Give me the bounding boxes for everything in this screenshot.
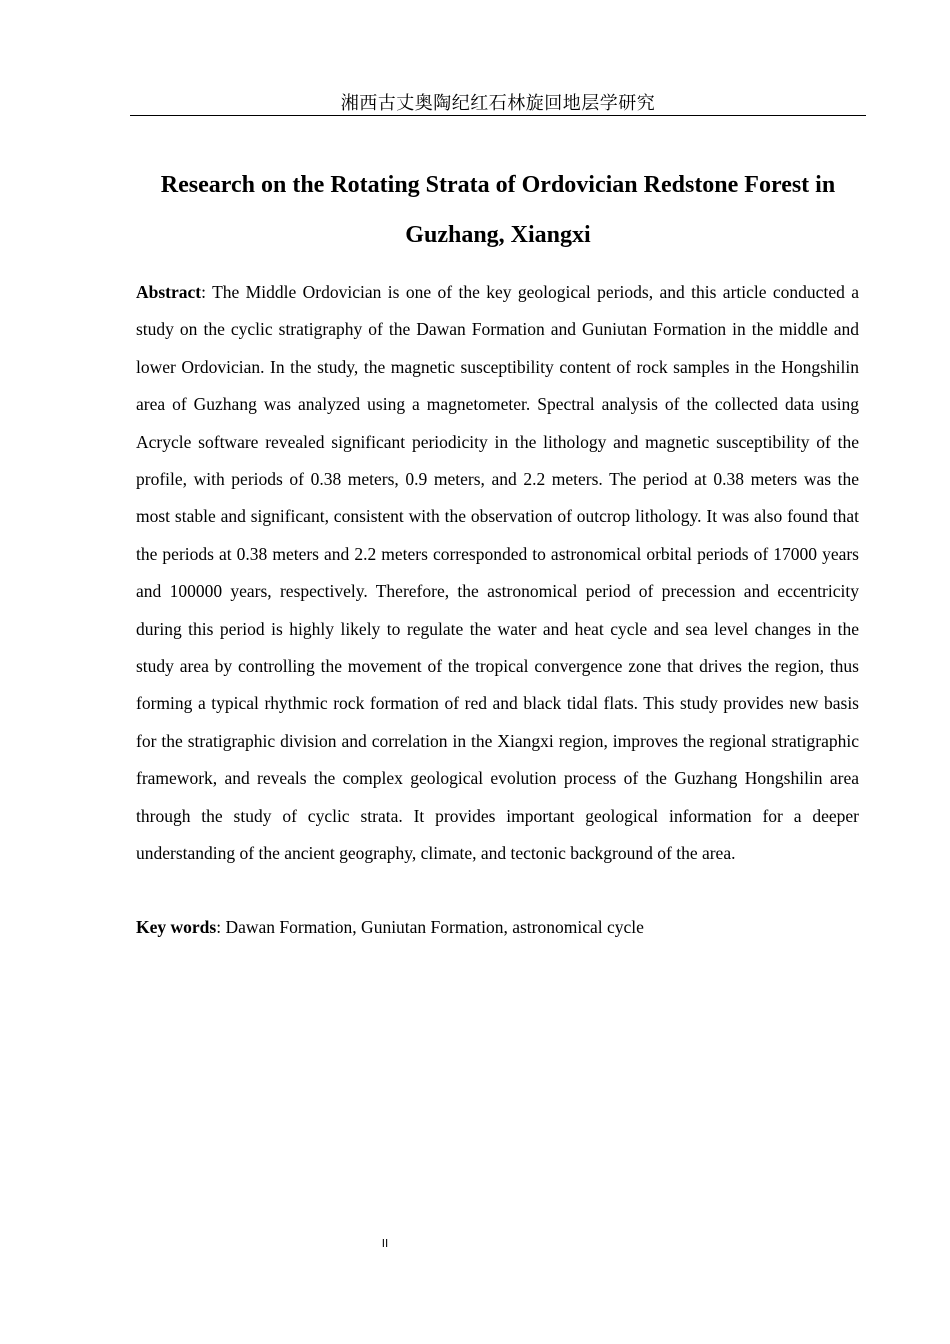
- running-header: 湘西古丈奥陶纪红石林旋回地层学研究: [340, 93, 656, 114]
- abstract-text: The Middle Ordovician is one of the key geological periods, and this article conducted a study on the cyclic stratigraphy of the Dawan Formation and Guniutan Formation in the middle and lower Ordovician. In the study, the magnetic susceptibility content of rock samples in the Hongshilin area of Guzhang was analyzed using a magnetometer. Spectral analysis of the collected data using Acrycle software revealed significant periodicity in the lithology and magnetic susceptibility of the profile, with periods of 0.38 meters, 0.9 meters, and 2.2 meters. The period at 0.38 meters was the most stable and significant, consistent with the observation of outcrop lithology. It was also found that the periods at 0.38 meters and 2.2 meters corresponded to astronomical orbital periods of 17000 years and 100000 years, respectively. Therefore, the astronomical period of precession and eccentricity during this period is highly likely to regulate the water and heat cycle and sea level changes in the study area by controlling the movement of the tropical convergence zone that drives the region, thus forming a typical rhythmic rock formation of red and black tidal flats. This study provides new basis for the stratigraphic division and correlation in the Xiangxi region, improves the regional stratigraphic framework, and reveals the complex geological evolution process of the Guzhang Hongshilin area through the study of cyclic strata. It provides important geological information for a deeper understanding of the ancient geography, climate, and tectonic background of the area.: [136, 282, 859, 864]
- keywords-text: Dawan Formation, Guniutan Formation, astronomical cycle: [225, 917, 644, 937]
- abstract-label: Abstract: [136, 282, 202, 302]
- keywords-paragraph: [136, 909, 859, 946]
- paper-title: Research on the Rotating Strata of Ordovician Redstone Forest in Guzhang, Xiangxi: [160, 172, 836, 248]
- abstract-paragraph: [136, 274, 859, 873]
- keywords-separator: :: [216, 917, 226, 937]
- page-number: II: [381, 1237, 389, 1250]
- abstract-separator: :: [201, 282, 213, 302]
- keywords-label: Key words: [136, 917, 217, 937]
- header-rule: [130, 115, 866, 116]
